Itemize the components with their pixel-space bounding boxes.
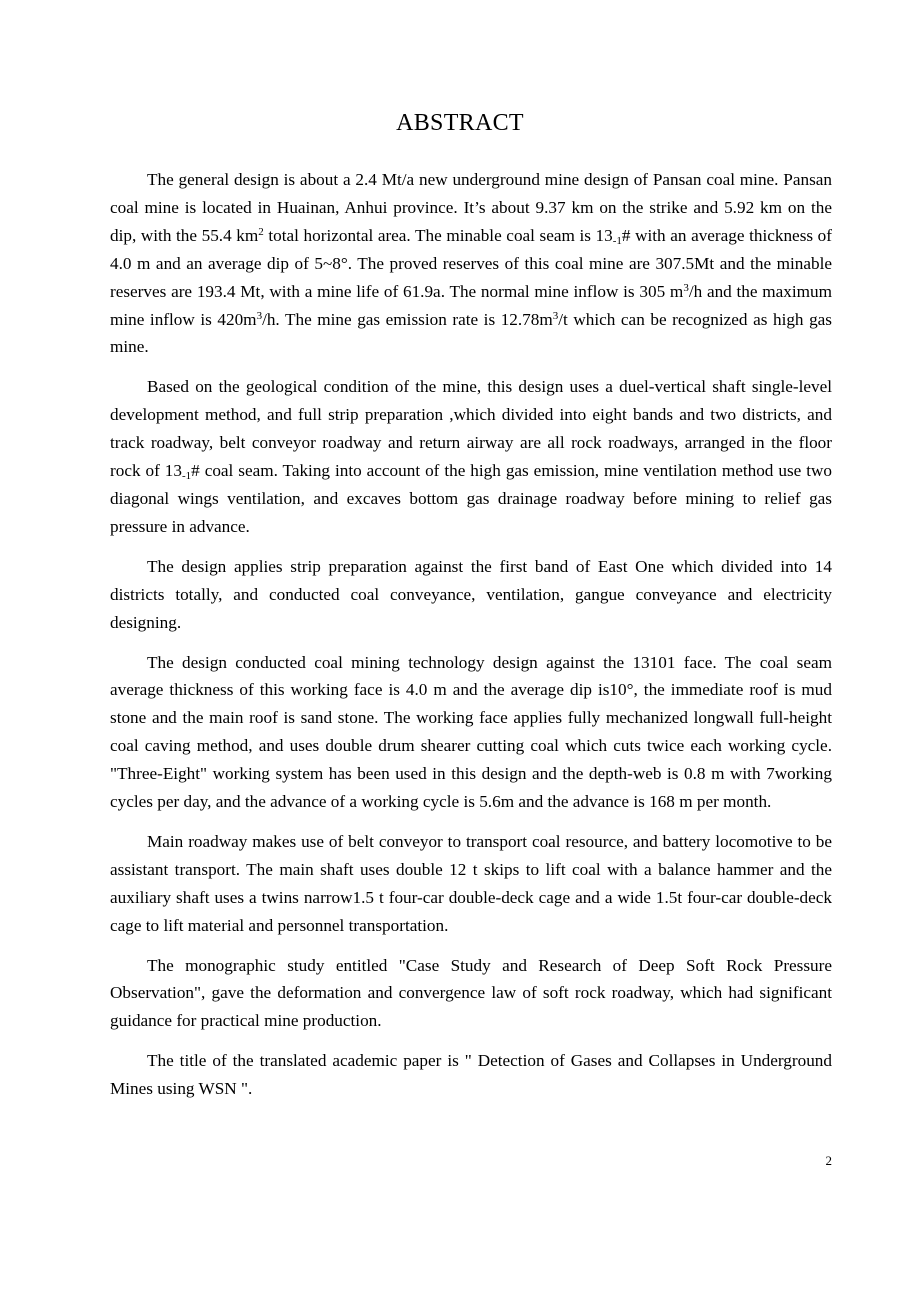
- superscript-text: 3: [683, 281, 689, 294]
- abstract-paragraph: [110, 1047, 832, 1103]
- paragraph-text: /h and the maximum mine inflow is 420m: [110, 281, 832, 329]
- abstract-paragraph: [110, 649, 832, 816]
- paragraph-text: The monographic study entitled "Case Study and Research of Deep Soft Rock Pressure Observation", gave the deformation and convergence law of soft rock roadway, which had significant guidance for practical mine production.: [110, 955, 832, 1031]
- paragraph-text: total horizontal area. The minable coal seam is 13: [263, 225, 613, 245]
- paragraph-text: Main roadway makes use of belt conveyor to transport coal resource, and battery locomotive to be assistant transport. The main shaft uses double 12 t skips to lift coal with a balance hammer and the auxiliary shaft uses a twins narrow1.5 t four-car double-deck cage and a wide 1.5t four-car double-deck cage to lift material and personnel transportation.: [110, 831, 832, 935]
- paragraph-text: Based on the geological condition of the mine, this design uses a duel-vertical shaft single-level development method, and full strip preparation ,which divided into eight bands and two districts, and track roadway, belt conveyor roadway and return airway are all rock roadways, arranged in the floor rock of 13: [110, 377, 832, 481]
- abstract-paragraph: [110, 952, 832, 1036]
- paragraph-text: /h. The mine gas emission rate is 12.78m: [262, 309, 553, 329]
- paragraph-text: The design applies strip preparation against the first band of East One which divided into 14 districts totally, and conducted coal conveyance, ventilation, gangue conveyance and electricity designing.: [110, 556, 832, 632]
- paragraph-text: The general design is about a 2.4 Mt/a new underground mine design of Pansan coal mine. Pansan coal mine is located in Huainan, Anhui province. It’s about 9.37 km on the strike and 5.92 km on the dip, with the 55.4 km: [110, 170, 832, 245]
- paragraph-text: /t which can be recognized as high gas mine.: [110, 309, 833, 357]
- page-title: ABSTRACT: [396, 110, 524, 136]
- superscript-text: 3: [552, 309, 559, 322]
- page-number: 2: [825, 1153, 832, 1168]
- abstract-paragraph: [110, 166, 832, 361]
- subscript-text: -1: [181, 470, 192, 483]
- abstract-body: [110, 166, 832, 1103]
- abstract-paragraph: [110, 373, 832, 540]
- superscript-text: 3: [256, 309, 263, 322]
- paragraph-text: # with an average thickness of 4.0 m and an average dip of 5~8°. The proved reserves of this coal mine are 307.5Mt and the minable reserves are 193.4 Mt, with a mine life of 61.9a. The normal mine inflow is 305 m: [110, 225, 832, 301]
- superscript-text: 2: [258, 225, 264, 238]
- paragraph-text: The design conducted coal mining technology design against the 13101 face. The coal seam average thickness of this working face is 4.0 m and the average dip is10°, the immediate roof is mud stone and the main roof is sand stone. The working face applies fully mechanized longwall full-height coal caving method, and uses double drum shearer cutting coal which cuts twice each working cycle. "Three-Eight" working system has been used in this design and the depth-web is 0.8 m with 7working cycles per day, and the advance of a working cycle is 5.6m and the advance is 168 m per month.: [110, 652, 832, 812]
- abstract-paragraph: [110, 553, 832, 637]
- subscript-text: -1: [612, 234, 622, 247]
- paragraph-text: # coal seam. Taking into account of the high gas emission, mine ventilation method use two diagonal wings ventilation, and excaves bottom gas drainage roadway before mining to relief gas pressure in advance.: [110, 461, 833, 536]
- abstract-paragraph: [110, 828, 832, 940]
- paragraph-text: The title of the translated academic paper is " Detection of Gases and Collapses in Underground Mines using WSN ".: [110, 1051, 832, 1099]
